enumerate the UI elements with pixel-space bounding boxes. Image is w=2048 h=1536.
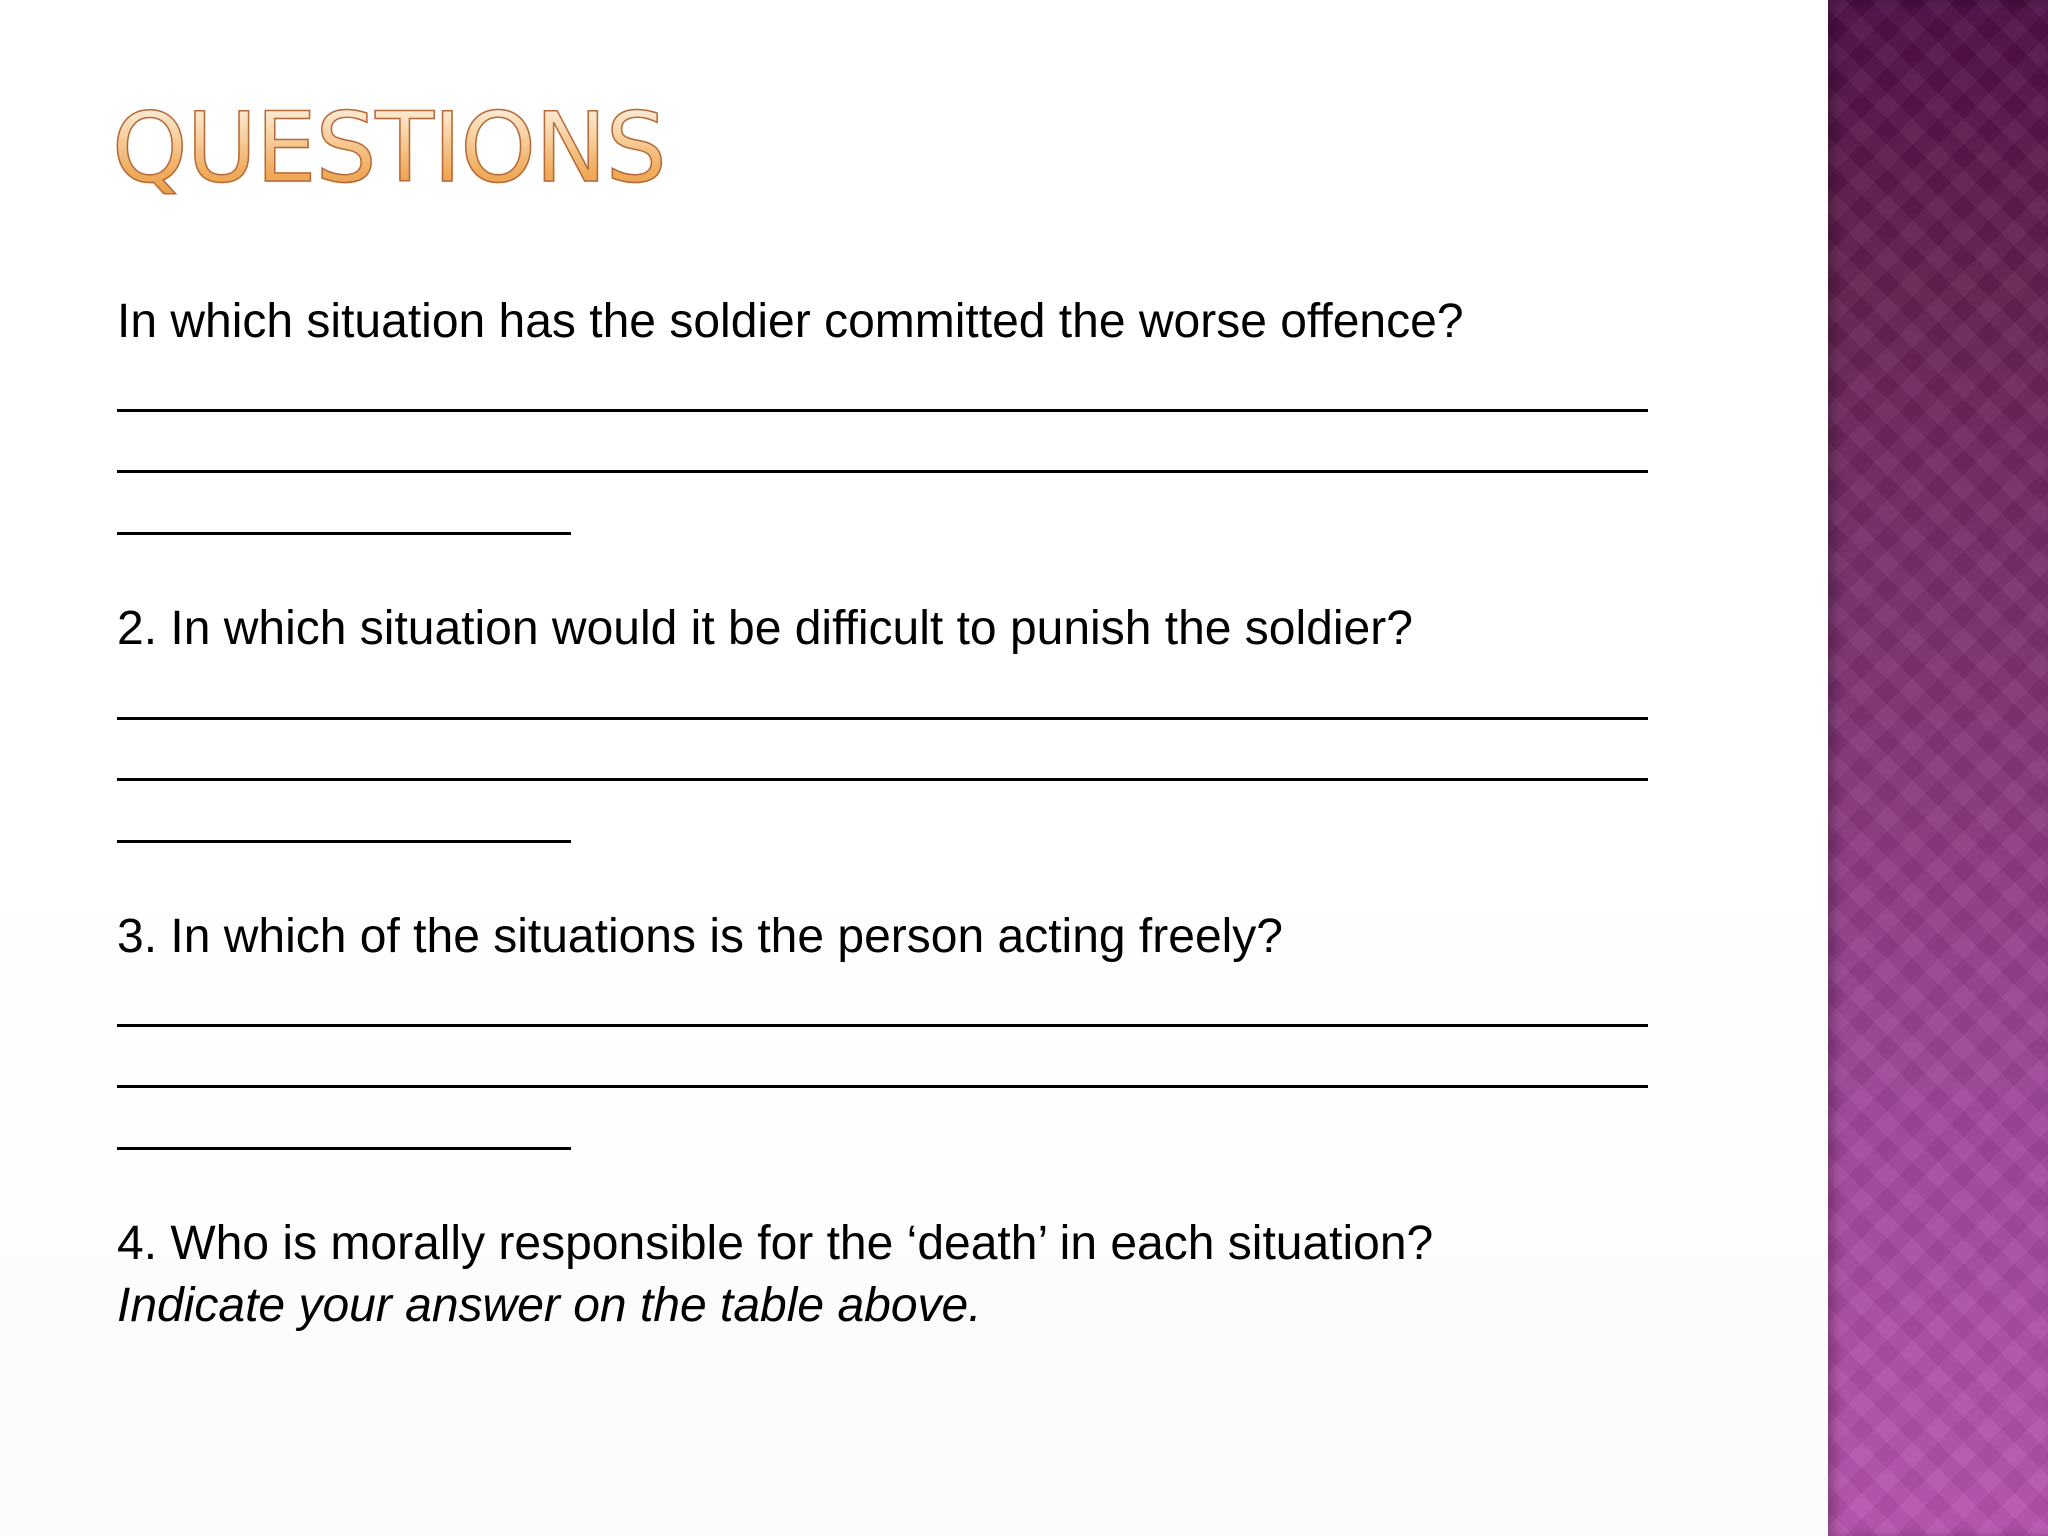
answer-line [117,1147,571,1150]
question-2: 2. In which situation would it be difficult to punish the soldier? [117,602,1413,655]
decorative-side-band [1828,0,2048,1536]
answer-line [117,1085,1648,1088]
question-4: 4. Who is morally responsible for the ‘death’ in each situation? [117,1217,1434,1270]
answer-line [117,840,571,843]
instruction-text: Indicate your answer on the table above. [117,1279,982,1332]
answer-line [117,532,571,535]
question-1: In which situation has the soldier committed the worse offence? [117,295,1464,348]
answer-line [117,409,1648,412]
answer-line [117,778,1648,781]
question-3: 3. In which of the situations is the person acting freely? [117,910,1283,963]
question-4-block [117,1213,1433,1337]
answer-line [117,717,1648,720]
answer-line [117,470,1648,473]
answer-line [117,1024,1648,1027]
slide-title: QUESTIONS [112,92,666,204]
